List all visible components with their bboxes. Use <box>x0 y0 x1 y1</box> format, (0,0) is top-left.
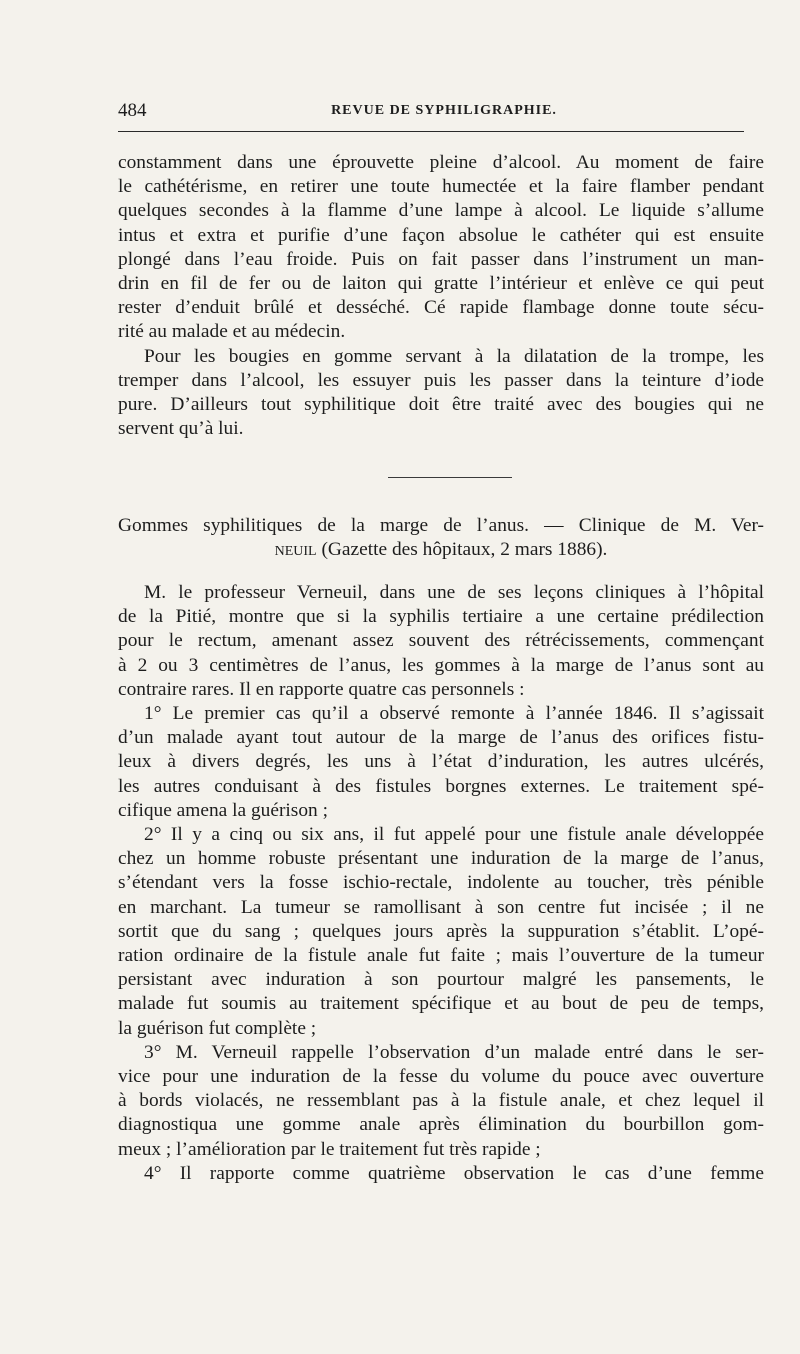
text-line: intus et extra et purifie d’une façon absolue le cathéter qui est ensuite <box>118 224 764 246</box>
text-line: quelques secondes à la flamme d’une lampe à alcool. Le liquide s’allume <box>118 200 764 222</box>
text-line: servent qu’à lui. <box>118 418 244 440</box>
text-line: de la Pitié, montre que si la syphilis tertiaire a une certaine prédilection <box>118 606 764 628</box>
text-line: diagnostiqua une gomme anale après élimination du bourbillon gom- <box>118 1114 764 1136</box>
text-line: 3° M. Verneuil rappelle l’observation d’un malade entré dans le ser- <box>144 1041 764 1063</box>
text-line: rité au malade et au médecin. <box>118 321 346 343</box>
text-line: plongé dans l’eau froide. Puis on fait passer dans l’instrument un man- <box>118 248 764 270</box>
text-line: pure. D’ailleurs tout syphilitique doit être traité avec des bougies qui ne <box>118 394 764 416</box>
section-title-line-2 <box>118 538 764 562</box>
text-line: 4° Il rapporte comme quatrième observation le cas d’une femme <box>144 1162 764 1184</box>
text-line: vice pour une induration de la fesse du volume du pouce avec ouverture <box>118 1066 764 1088</box>
text-line: sortit que du sang ; quelques jours après la suppuration s’établit. L’opé- <box>118 920 764 942</box>
text-line: contraire rares. Il en rapporte quatre cas personnels : <box>118 678 525 700</box>
text-line: leux à divers degrés, les uns à l’état d’induration, les autres ulcérés, <box>118 751 764 773</box>
text-line: à 2 ou 3 centimètres de l’anus, les gommes à la marge de l’anus sont au <box>118 654 764 676</box>
text-line: meux ; l’amélioration par le traitement fut très rapide ; <box>118 1138 541 1160</box>
running-title: REVUE DE SYPHILIGRAPHIE. <box>331 103 557 118</box>
paragraph-block-2 <box>118 581 764 1186</box>
text-line: la guérison fut complète ; <box>118 1017 317 1039</box>
text-line: cifique amena la guérison ; <box>118 799 328 821</box>
text-line: s’étendant vers la fosse ischio-rectale, indolente au toucher, très pénible <box>118 872 764 894</box>
text-line: M. le professeur Verneuil, dans une de ses leçons cliniques à l’hôpital <box>144 582 764 603</box>
section-heading <box>118 514 764 562</box>
text-line: tremper dans l’alcool, les essuyer puis les passer dans la teinture d’iode <box>118 369 764 391</box>
section-title-line-1: Gommes syphilitiques de la marge de l’anus. — Clinique de M. Ver- <box>118 515 764 536</box>
text-line: en marchant. La tumeur se ramollisant à son centre fut incisée ; il ne <box>118 896 764 918</box>
section-separator <box>388 477 512 478</box>
text-line: chez un homme robuste présentant une induration de la marge de l’anus, <box>118 848 764 870</box>
section-title-name: neuil <box>274 539 317 561</box>
text-line: les autres conduisant à des fistules borgnes externes. Le traitement spé- <box>118 775 764 797</box>
header-rule <box>118 131 744 132</box>
text-line: Pour les bougies en gomme servant à la dilatation de la trompe, les <box>144 345 764 367</box>
text-line: à bords violacés, ne ressemblant pas à la fistule anale, et chez lequel il <box>118 1090 764 1112</box>
page-number: 484 <box>118 100 147 121</box>
text-line: pour le rectum, amenant assez souvent des rétrécissements, commençant <box>118 630 764 652</box>
text-line: 2° Il y a cinq ou six ans, il fut appelé pour une fistule anale développée <box>144 824 764 846</box>
text-line: le cathétérisme, en retirer une toute humectée et la faire flamber pendant <box>118 176 764 198</box>
text-line: ration ordinaire de la fistule anale fut faite ; mais l’ouverture de la tumeur <box>118 945 764 967</box>
paragraph-block-1 <box>118 151 764 441</box>
text-line: rester d’enduit brûlé et desséché. Cé rapide flambage donne toute sécu- <box>118 297 764 319</box>
text-line: malade fut soumis au traitement spécifique et au bout de peu de temps, <box>118 993 764 1015</box>
section-title-source: (Gazette des hôpitaux, 2 mars 1886). <box>316 539 608 561</box>
text-line: constamment dans une éprouvette pleine d’alcool. Au moment de faire <box>118 152 764 173</box>
page-header <box>118 100 744 126</box>
text-line: d’un malade ayant tout autour de la marge de l’anus des orifices fistu- <box>118 727 764 749</box>
text-line: persistant avec induration à son pourtour malgré les pansements, le <box>118 969 764 991</box>
text-line: 1° Le premier cas qu’il a observé remonte à l’année 1846. Il s’agissait <box>144 703 764 725</box>
text-line: drin en fil de fer ou de laiton qui gratte l’intérieur et enlève ce qui peut <box>118 273 764 295</box>
